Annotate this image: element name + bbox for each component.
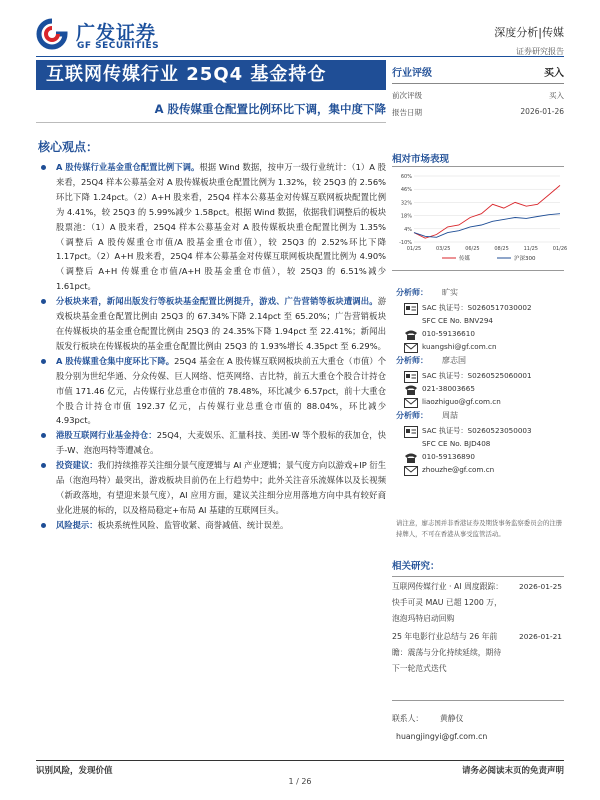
analyst-detail — [396, 329, 564, 342]
analyst-detail-text: 010-59136610 — [422, 329, 475, 338]
core-point-item — [38, 354, 386, 429]
core-point-item — [38, 458, 386, 518]
core-point-head: A 股传媒行业基金重仓配置比例下调。 — [56, 162, 200, 172]
analyst-detail-text: SAC 执证号：S0260517030002 — [422, 303, 532, 312]
related-item[interactable] — [392, 579, 564, 627]
analyst-detail — [396, 452, 564, 465]
core-point-body: 游戏板块基金重仓配置比例由 25Q3 的 67.34%下降 2.14pct 至 65.20%；广告营销板块在传媒板块的基金重仓配置比例由 25Q3 的 24.35%下降 1.94pct 至 22.41%；新闻出版发行板块在传媒板块的基金重仓配置比例由 25Q3 的 1.93%增长 4.35pct 至 6.29%。 — [56, 296, 386, 351]
core-point-body: 25Q4 基金在 A 股传媒互联网板块前五大重仓（市值）个股分别为世纪华通、分众传媒、巨人网络、恺英网络、吉比特，前五大重仓个股合计持仓市值 171.46 亿元，占传媒行业总重仓市值的 78.48%，环比减少 6.57pct，前十大重仓个股合计持仓市值 192.37 亿元，占传媒行业总重仓市值的 88.04%，环比减少 4.93pct。 — [56, 355, 386, 426]
logo-text-cn: 广发证券 — [76, 22, 157, 44]
analyst-role: 分析师： — [396, 356, 428, 365]
analyst-detail — [396, 303, 564, 316]
mail-icon — [404, 342, 418, 354]
footer-disclaimer: 请务必阅读末页的免责声明 — [461, 766, 564, 776]
prev-rating-value: 买入 — [549, 91, 564, 100]
core-points-list — [38, 160, 386, 533]
analyst-detail[interactable] — [396, 342, 564, 355]
rating-value: 买入 — [544, 68, 564, 79]
contact-row — [392, 713, 564, 724]
core-point-head: 分板块来看，新闻出版发行等板块基金配置比例提升，游戏、广告营销等板块遭调出。 — [56, 296, 378, 307]
chart-series-line — [414, 185, 560, 238]
analyst-detail-text: kuangshi@gf.com.cn — [422, 342, 497, 351]
phone-icon — [404, 329, 418, 341]
prev-rating-label: 前次评级 — [392, 91, 422, 100]
contact-block — [392, 700, 564, 741]
phone-icon — [404, 384, 418, 396]
core-point-item — [38, 160, 386, 294]
analyst-detail — [396, 371, 564, 384]
chart-divider — [392, 270, 564, 271]
chart-xtick-label: 11/25 — [523, 246, 539, 252]
analyst-role: 分析师： — [396, 411, 428, 420]
analyst-name: 旷实 — [442, 288, 458, 297]
core-points-title: 核心观点： — [38, 140, 99, 154]
related-items — [392, 579, 564, 677]
id-card-icon — [404, 426, 418, 438]
analyst-name: 周喆 — [442, 411, 458, 420]
report-category: 深度分析|传媒 — [494, 26, 564, 39]
rating-previous — [392, 90, 564, 101]
chart-ytick-label: 32% — [400, 200, 412, 207]
company-logo — [36, 14, 166, 54]
analyst-name: 廖志国 — [442, 356, 466, 365]
related-item[interactable] — [392, 629, 564, 677]
contact-label: 联系人： — [392, 714, 424, 723]
analyst-detail-text: 021-38003665 — [422, 384, 475, 393]
core-point-item — [38, 428, 386, 458]
analyst-detail-text: SAC 执证号：S0260523050003 — [422, 426, 532, 435]
header-divider — [36, 56, 564, 57]
chart-series-line — [414, 214, 560, 238]
core-point-body: 板块系统性风险、监管收紧、商誉减值、统计误差。 — [97, 519, 289, 530]
mail-icon — [404, 397, 418, 409]
report-date — [392, 107, 564, 118]
chart-ytick-label: -10% — [399, 240, 412, 246]
rating-current — [392, 64, 564, 84]
chart-xtick-label: 01/26 — [552, 246, 568, 252]
core-point-head: 风险提示： — [56, 519, 98, 530]
related-item-date: 2026-01-21 — [519, 632, 562, 641]
relative-performance-chart — [392, 170, 568, 266]
analyst-detail — [396, 316, 564, 329]
analyst-header — [396, 287, 564, 303]
footer-divider — [36, 760, 564, 761]
report-subtitle: A 股传媒重仓配置比例环比下调，集中度下降 — [154, 102, 386, 116]
title-divider — [36, 122, 386, 123]
related-research — [392, 558, 564, 677]
related-title: 相关研究： — [392, 558, 564, 577]
contact-email[interactable]: huangjingyi@gf.com.cn — [396, 732, 488, 741]
related-item-date: 2026-01-25 — [519, 582, 562, 591]
core-point-item — [38, 518, 386, 533]
analyst-detail-text: liaozhiguo@gf.com.cn — [422, 397, 501, 406]
chart-xtick-label: 01/25 — [406, 246, 422, 252]
analyst-note: 请注意，廖志国并非香港证券及期货事务监察委员会的注册持牌人，不可在香港从事受监管活动。 — [396, 519, 563, 538]
report-date-label: 报告日期 — [392, 108, 422, 117]
core-point-head: A 股传媒重仓集中度环比下降。 — [56, 355, 175, 366]
analyst-role: 分析师： — [396, 288, 428, 297]
core-point-head: 投资建议： — [56, 460, 98, 471]
chart-ytick-label: 4% — [404, 226, 412, 233]
analyst-detail-text: SAC 执证号：S0260525060001 — [422, 371, 532, 380]
analyst-detail-text: zhouzhe@gf.com.cn — [422, 465, 495, 474]
chart-ytick-label: 60% — [400, 174, 412, 180]
analyst-detail-text: 010-59136890 — [422, 452, 475, 461]
page-number: 1 / 26 — [288, 777, 312, 786]
report-title: 互联网传媒行业 25Q4 基金持仓 — [36, 60, 386, 90]
performance-title: 相对市场表现 — [392, 154, 450, 165]
analyst-detail-text: SFC CE No. BJD408 — [422, 439, 491, 448]
analyst-header — [396, 410, 564, 426]
contact-name: 黄静仪 — [440, 714, 464, 723]
analyst-header — [396, 355, 564, 371]
chart-ytick-label: 18% — [400, 213, 412, 220]
core-point-body: 根据 Wind 数据，按申万一级行业统计：（1）A 股来看，25Q4 样本公募基金对 A 股传媒板块重仓配置比例为 1.32%，较 25Q3 的 2.56%环比下降 1.24pct。（2）A+H 股来看，25Q4 样本公募基金对传媒互联网板块配置比例为 4.41%，较 25Q3 的 5.99%减少 1.58pct。根据 Wind 数据，依据我们调整后的板块股票池：（1）A 股来看，25Q4 样本公募基金对 A 股传媒板块重仓配置比例为 1.35%（调整后 A 股传媒重仓市值/A 股基金重仓市值），较 25Q3 的 2.52%环比下降 1.17pct。（2）A+H 股来看，25Q4 样本公募基金对传媒互联网板块配置比例为 4.90%（调整后 A+H 传媒重仓市值/A+H 股基金重仓市值），较 25Q3 的 6.51%减少 1.61pct。 — [56, 162, 387, 292]
core-point-body: 我们持续推荐关注细分景气度逻辑与 AI 产业逻辑；景气度方向以游戏+IP 衍生品（泡泡玛特）最突出，游戏板块目前仍在上行趋势中；此外关注音乐流媒体以及长视频（新政落地，有望迎来景气度），AI 应用方面，建议关注细分应用落地方向中具有较好商业化进展的标的，以及格局稳定+布局 AI 基建的互联网巨头。 — [56, 460, 386, 515]
related-item-title[interactable]: 25 年电影行业总结与 26 年前瞻：震荡与分化持续延续，期待下一轮范式迭代 — [392, 632, 502, 673]
chart-xtick-label: 08/25 — [494, 246, 509, 252]
chart-legend-label: 沪深300 — [514, 256, 536, 262]
analyst-detail — [396, 384, 564, 397]
logo-text-en: GF SECURITIES — [77, 41, 160, 51]
core-point-head: 港股互联网行业基金持仓： — [56, 430, 157, 441]
phone-icon — [404, 452, 418, 464]
analyst-detail — [396, 439, 564, 452]
chart-xtick-label: 06/25 — [465, 246, 480, 252]
report-category-block — [494, 24, 564, 57]
gf-logo-icon — [36, 18, 68, 50]
chart-legend-label: 传媒 — [459, 256, 471, 262]
footer-slogan: 识别风险，发现价值 — [36, 766, 113, 776]
report-type: 证券研究报告 — [516, 47, 564, 56]
core-point-item — [38, 294, 386, 354]
report-date-value: 2026-01-26 — [520, 107, 564, 116]
id-card-icon — [404, 303, 418, 315]
analyst-list — [396, 287, 564, 478]
rating-label: 行业评级 — [392, 68, 432, 79]
analyst-detail-text: SFC CE No. BNV294 — [422, 316, 494, 325]
analyst-detail — [396, 426, 564, 439]
analyst-detail[interactable] — [396, 397, 564, 410]
chart-ytick-label: 46% — [400, 187, 412, 194]
related-item-title[interactable]: 互联网传媒行业 · AI 周度跟踪：快手可灵 MAU 已超 1200 万，泡泡玛特启动回购 — [392, 582, 504, 623]
analyst-detail[interactable] — [396, 465, 564, 478]
id-card-icon — [404, 371, 418, 383]
rating-box — [392, 64, 564, 118]
chart-xtick-label: 03/25 — [435, 246, 451, 252]
core-point-body: 25Q4，大麦娱乐、汇量科技、美团-W 等个股标的获加仓，快手-W、泡泡玛特等遭减仓。 — [56, 430, 386, 456]
performance-divider — [392, 166, 564, 167]
mail-icon — [404, 465, 418, 477]
